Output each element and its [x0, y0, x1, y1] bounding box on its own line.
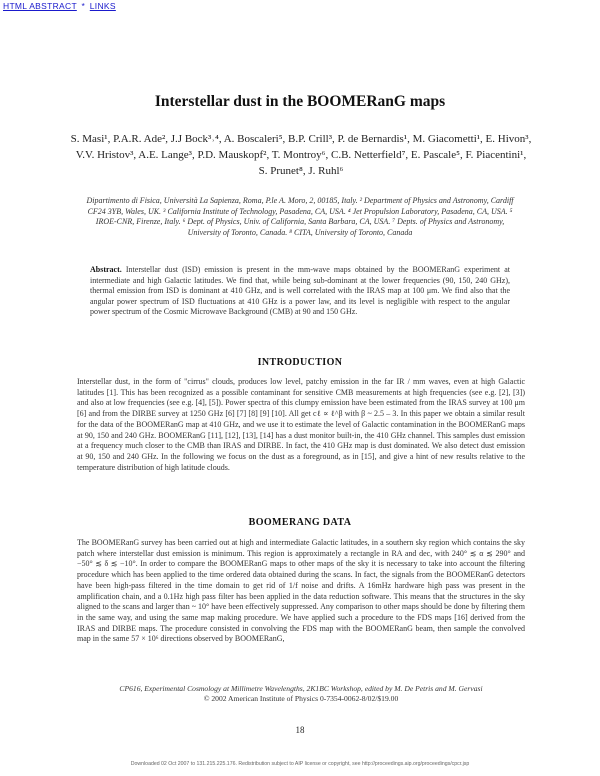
top-link-bar [0, 0, 600, 14]
abstract [90, 265, 510, 318]
affiliations: Dipartimento di Fisica, Università La Sapienza, Roma, P.le A. Moro, 2, 00185, Italy. ² Department of Physics and Astronomy, Cardiff CF24 3YB, Wales, UK. ³ California Institute of Technology, Pasadena, CA, USA. ⁴ Jet Propulsion Laboratory, Pasadena, CA, USA. ⁵ IROE-CNR, Firenze, Italy. ⁶ Dept. of Physics, Univ. of California, Santa Barbara, CA, USA. ⁷ Depts. of Physics and Astronomy, University of Toronto, Canada. ⁸ CITA, University of Toronto, Canada [86, 196, 514, 237]
boomerang-data-paragraph: The BOOMERanG survey has been carried out at high and intermediate Galactic latitudes, in a southern sky region which contains the sky patch where interstellar dust emission is minimum. This region is approximately a rectangle in RA and dec, with 240° ≲ α ≲ 290° and −50° ≲ δ ≲ −10°. In order to compare the BOOMERanG maps to other maps of the sky it is necessary to take into account the filtering procedure which has been applied to the time ordered data obtained during the scans. In fact, the signals from the BOOMERanG detectors have been high-pass filtered in the time domain to get rid of 1/f noise and drifts. A 16mHz hardware high pass was present in the amplification chain, and a 0.1Hz high pass filter has been applied in the data reduction software. This means that the structures in the sky aligned to the scans and larger than ~ 10° have been effectively suppressed. Any comparison to other maps should be done by filtering them in the same way, and using the same map making procedure. We have applied such a procedure to the FDS maps [16] derived from the IRAS and DIRBE maps. The procedure consisted in convolving the FDS map with the BOOMERanG beam, then sample the convolved map in the same 57 × 10⁶ directions observed by BOOMERanG, [77, 538, 526, 644]
download-note: Downloaded 02 Oct 2007 to 131.215.225.176. Redistribution subject to AIP license or copyright, see http://proceedings.aip.org/proceedings/cpcr.jsp [130, 761, 470, 767]
introduction-paragraph: Interstellar dust, in the form of "cirrus" clouds, produces low level, patchy emission in the far IR / mm waves, even at high Galactic latitudes [1]. This has been recognized as a possible contaminant for sensitive CMB measurements at high frequencies (see e.g. [2], [3]) and also at low frequencies (see e.g. [4], [5]). Power spectra of this clumpy emission have been estimated from the IRAS survey at 100 μm [6] and from the DIRBE survey at 1250 GHz [6] [7] [8] [9] [10]. All get cℓ ∝ ℓ^β with β ~ 2.5 – 3. In this paper we obtain a similar result for the data of the BOOMERanG map at 410 GHz, and we use it to estimate the level of Galactic contamination in the BOOMERanG maps at 90, 150 and 240 GHz. BOOMERanG [11], [12], [13], [14] has a dust monitor built-in, the 410 GHz channel. This samples dust emission at a frequency much closer to the CMB than IRAS and DIRBE. In fact, the 410 GHz map is dust dominated. We also detect dust emission at 90, 150 and 240 GHz. In the following we focus on the dust as a foreground, as in [15], and give a hint of new results relative to the temperature distribution of high latitude clouds. [77, 377, 525, 472]
links-link[interactable]: LINKS [89, 1, 116, 11]
section-heading-boomerang-data: BOOMERANG DATA [248, 517, 352, 528]
paper-title: Interstellar dust in the BOOMERanG maps [154, 93, 446, 110]
conference-footer [70, 684, 532, 704]
author-list: S. Masi¹, P.A.R. Ade², J.J Bock³˒⁴, A. Boscaleri⁵, B.P. Crill³, P. de Bernardis¹, M. Giacometti¹, E. Hivon³, V.V. Hristov³, A.E. Lange³, P.D. Mauskopf², T. Montroy⁶, C.B. Netterfield⁷, E. Pascale⁵, F. Piacentini¹, S. Prunet⁸, J. Ruhl⁶ [70, 133, 532, 177]
section-heading-introduction: INTRODUCTION [257, 357, 343, 368]
top-links [3, 1, 116, 11]
abstract-text: Interstellar dust (ISD) emission is present in the mm-wave maps obtained by the BOOMERanG experiment at intermediate and high Galactic latitudes. We find that, while being sub-dominant at the lower frequencies (90, 150, 240 GHz), thermal emission from ISD is dominant at 410 GHz, and is well correlated with the IRAS map at 100 μm. We find also that the angular power spectrum of ISD fluctuations at 410 GHz is a power law, and its level is negligible with respect to the angular power spectrum of the Cosmic Microwave Background (CMB) at 90 and 150 GHz. [90, 265, 511, 317]
footer-citation: CP616, Experimental Cosmology at Millimetre Wavelengths, 2K1BC Workshop, edited by M. De Petris and M. Gervasi [119, 684, 483, 693]
abstract-label: Abstract. [90, 265, 122, 274]
page-number: 18 [295, 725, 305, 735]
html-abstract-link[interactable]: HTML ABSTRACT [3, 1, 77, 11]
footer-copyright: © 2002 American Institute of Physics 0-7354-0062-8/02/$19.00 [203, 694, 399, 703]
link-separator: * [81, 1, 86, 11]
